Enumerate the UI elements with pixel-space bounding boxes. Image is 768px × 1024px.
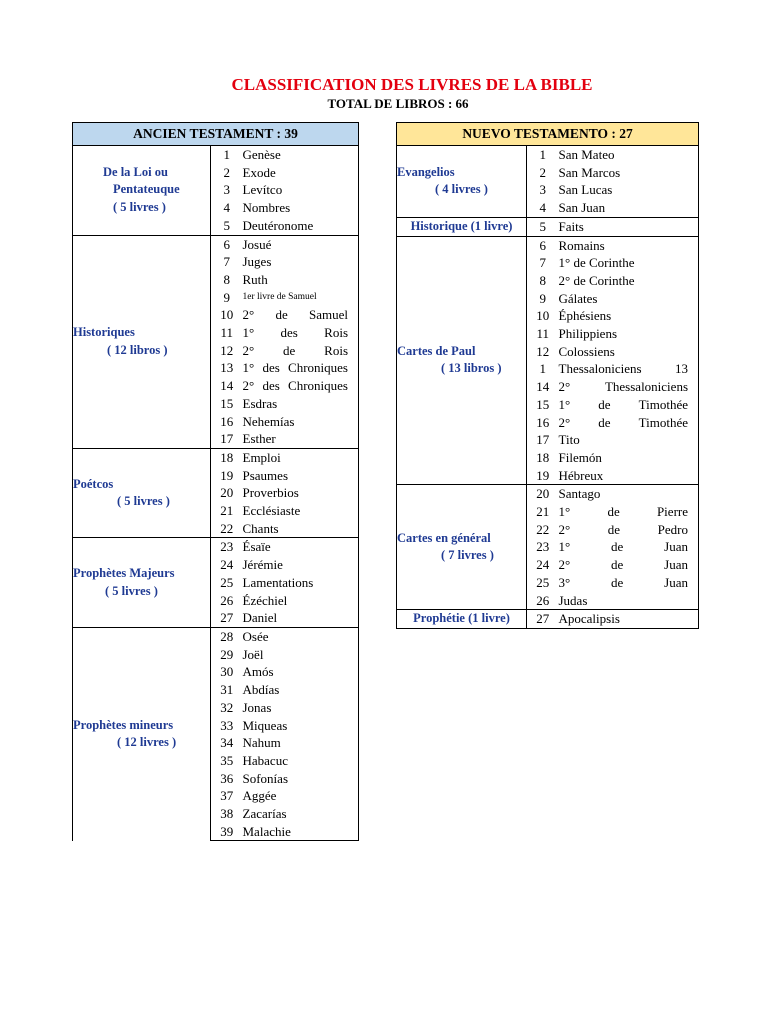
group-label-line: Prophétie (1 livre) bbox=[413, 611, 510, 626]
book-name bbox=[243, 377, 359, 395]
book-number: 30 bbox=[220, 664, 234, 680]
book-number: 1 bbox=[539, 361, 546, 377]
book-number: 20 bbox=[527, 485, 559, 503]
book-number: 2 bbox=[223, 164, 230, 180]
group-label-line: Prophètes Majeurs bbox=[73, 566, 175, 581]
book-name: Lamentations bbox=[243, 574, 359, 592]
book-row bbox=[397, 610, 699, 629]
book-name: Chants bbox=[243, 520, 359, 538]
book-name bbox=[559, 503, 699, 521]
book-name: San Mateo bbox=[559, 146, 699, 164]
book-name-part: Chroniques bbox=[288, 378, 348, 394]
book-name-part: Pedro bbox=[657, 521, 689, 537]
book-number: 1 bbox=[211, 146, 243, 164]
book-number: 10 bbox=[220, 307, 234, 323]
book-number: 4 bbox=[527, 199, 559, 217]
book-name bbox=[559, 360, 699, 378]
book-number: 2 bbox=[539, 164, 546, 180]
book-name-text bbox=[559, 574, 699, 592]
book-name: Nehemías bbox=[243, 413, 359, 431]
book-number: 9 bbox=[223, 289, 230, 305]
old-testament-table bbox=[72, 122, 359, 841]
book-number: 12 bbox=[220, 342, 234, 358]
book-name-text bbox=[243, 342, 359, 360]
book-name: Filemón bbox=[559, 449, 699, 467]
book-number: 8 bbox=[223, 271, 230, 287]
book-name: San Juan bbox=[559, 199, 699, 217]
book-name bbox=[559, 396, 699, 414]
book-number: 6 bbox=[211, 235, 243, 253]
book-name: Faits bbox=[559, 217, 699, 236]
book-name: Emploi bbox=[243, 448, 359, 466]
book-name: Esdras bbox=[243, 395, 359, 413]
book-name-part: 1° bbox=[558, 539, 571, 555]
book-name-part: Rois bbox=[324, 325, 349, 341]
book-name: Psaumes bbox=[243, 467, 359, 485]
book-number: 7 bbox=[539, 255, 546, 271]
book-name: Ésaïe bbox=[243, 538, 359, 556]
book-name: Nombres bbox=[243, 199, 359, 217]
group-label-line: Historiques bbox=[73, 325, 135, 340]
book-name bbox=[243, 342, 359, 360]
book-number: 24 bbox=[220, 557, 234, 573]
book-number: 37 bbox=[220, 788, 234, 804]
book-row bbox=[73, 538, 359, 556]
book-name-part: 2° bbox=[558, 379, 571, 395]
book-name: Habacuc bbox=[243, 752, 359, 770]
book-number: 5 bbox=[211, 217, 243, 235]
book-number: 6 bbox=[527, 236, 559, 254]
book-number: 5 bbox=[527, 217, 559, 236]
group-label bbox=[73, 448, 211, 538]
book-name-part: de bbox=[611, 557, 624, 573]
book-name: 1° de Corinthe bbox=[559, 254, 699, 272]
book-row bbox=[73, 448, 359, 466]
book-name-part: 2° bbox=[242, 342, 255, 358]
group-label-line: ( 12 livres ) bbox=[117, 735, 177, 750]
book-number: 33 bbox=[220, 717, 234, 733]
book-number: 23 bbox=[536, 539, 550, 555]
book-name-part: 2° bbox=[558, 557, 571, 573]
old-testament-header: ANCIEN TESTAMENT : 39 bbox=[73, 123, 359, 146]
book-name: Ecclésiaste bbox=[243, 502, 359, 520]
book-number: 36 bbox=[220, 770, 234, 786]
book-name-part: Rois bbox=[324, 342, 349, 358]
book-name: Daniel bbox=[243, 609, 359, 627]
book-name: Judas bbox=[559, 592, 699, 610]
book-name bbox=[559, 556, 699, 574]
group-label bbox=[397, 217, 527, 236]
book-name-part: Thessaloniciens bbox=[604, 379, 689, 395]
book-name-part: Chroniques bbox=[288, 360, 348, 376]
book-number: 24 bbox=[536, 557, 550, 573]
book-number: 28 bbox=[211, 627, 243, 645]
book-name: Proverbios bbox=[243, 484, 359, 502]
book-number: 21 bbox=[220, 503, 234, 519]
book-name-text bbox=[243, 306, 359, 324]
book-name-part: 2° bbox=[242, 307, 255, 323]
book-name: Exode bbox=[243, 164, 359, 182]
book-name-part: 3° bbox=[558, 574, 571, 590]
book-number: 39 bbox=[211, 823, 243, 841]
book-number: 3 bbox=[539, 182, 546, 198]
book-number: 25 bbox=[220, 574, 234, 590]
book-number: 9 bbox=[539, 290, 546, 306]
book-name: Deutéronome bbox=[243, 217, 359, 235]
book-name-part: de bbox=[598, 396, 611, 412]
book-number: 12 bbox=[536, 343, 550, 359]
book-name: Joël bbox=[243, 646, 359, 664]
book-name-part: de bbox=[275, 307, 288, 323]
book-number: 8 bbox=[539, 272, 546, 288]
book-number: 17 bbox=[211, 430, 243, 448]
book-name-text bbox=[559, 503, 699, 521]
group-label bbox=[397, 236, 527, 485]
group-label bbox=[73, 538, 211, 628]
book-number: 27 bbox=[527, 610, 559, 629]
book-name-part: des bbox=[280, 325, 298, 341]
book-name: San Lucas bbox=[559, 181, 699, 199]
book-name-part: Pierre bbox=[656, 504, 688, 520]
book-number: 38 bbox=[220, 806, 234, 822]
book-name: Aggée bbox=[243, 787, 359, 805]
book-name: Santago bbox=[559, 485, 699, 503]
book-number: 16 bbox=[536, 414, 550, 430]
book-name-part: Samuel bbox=[309, 307, 349, 323]
book-name: Malachie bbox=[243, 823, 359, 841]
book-name-part: Juan bbox=[664, 574, 689, 590]
book-name: Éphésiens bbox=[559, 307, 699, 325]
book-number: 17 bbox=[536, 432, 550, 448]
book-name-part: des bbox=[262, 360, 280, 376]
book-name-part: de bbox=[607, 504, 620, 520]
book-number: 27 bbox=[211, 609, 243, 627]
group-label-line: ( 7 livres ) bbox=[441, 548, 494, 563]
book-name-text bbox=[243, 359, 359, 377]
book-number: 26 bbox=[220, 592, 234, 608]
book-number: 13 bbox=[220, 360, 234, 376]
book-name-text bbox=[559, 396, 699, 414]
book-name: Apocalipsis bbox=[559, 610, 699, 629]
group-label-line: Historique (1 livre) bbox=[410, 218, 513, 233]
book-name: Zacarías bbox=[243, 805, 359, 823]
group-label-line: Poétcos bbox=[73, 476, 114, 491]
book-name-text bbox=[243, 324, 359, 342]
book-name-part: Juan bbox=[664, 539, 689, 555]
book-name: Jérémie bbox=[243, 556, 359, 574]
group-label-line: Cartes en général bbox=[397, 530, 491, 545]
book-number: 18 bbox=[536, 449, 550, 465]
new-testament-table bbox=[396, 122, 699, 629]
group-label-line: Prophètes mineurs bbox=[73, 717, 174, 732]
group-label-line: ( 5 livres ) bbox=[113, 200, 166, 215]
book-name: 2° de Corinthe bbox=[559, 272, 699, 290]
book-number: 31 bbox=[220, 682, 234, 698]
book-name: Josué bbox=[243, 235, 359, 253]
book-name-part: 13 bbox=[675, 361, 689, 377]
book-name: Jonas bbox=[243, 699, 359, 717]
book-name: Osée bbox=[243, 627, 359, 645]
book-number: 29 bbox=[220, 646, 234, 662]
book-number: 19 bbox=[527, 467, 559, 485]
book-number: 1 bbox=[527, 146, 559, 164]
new-testament-header: NUEVO TESTAMENTO : 27 bbox=[397, 123, 699, 146]
group-label bbox=[73, 235, 211, 448]
book-name: Philippiens bbox=[559, 325, 699, 343]
book-row bbox=[397, 146, 699, 164]
book-name-part: Timothée bbox=[638, 396, 688, 412]
book-name: Levítco bbox=[243, 181, 359, 199]
book-name: Hébreux bbox=[559, 467, 699, 485]
book-name-text bbox=[559, 538, 699, 556]
group-label-line: ( 5 livres ) bbox=[117, 494, 170, 509]
group-label-line: Pentateuque bbox=[113, 182, 180, 197]
book-name: Genèse bbox=[243, 146, 359, 164]
book-name bbox=[243, 306, 359, 324]
book-name bbox=[559, 378, 699, 396]
book-name-part: de bbox=[611, 574, 624, 590]
book-name: Romains bbox=[559, 236, 699, 254]
group-label-line: ( 4 livres ) bbox=[435, 182, 488, 197]
book-row bbox=[73, 235, 359, 253]
book-name: Nahum bbox=[243, 734, 359, 752]
book-number: 16 bbox=[220, 413, 234, 429]
book-name-part: Timothée bbox=[638, 414, 688, 430]
book-number: 11 bbox=[220, 325, 234, 341]
book-number: 14 bbox=[536, 379, 550, 395]
book-name-text bbox=[559, 414, 699, 432]
group-label-line: ( 5 livres ) bbox=[105, 583, 158, 598]
book-name-part: Juan bbox=[664, 557, 689, 573]
book-name-part: Thessaloniciens bbox=[558, 361, 642, 377]
book-name bbox=[243, 324, 359, 342]
book-number: 10 bbox=[536, 308, 550, 324]
book-number: 14 bbox=[220, 378, 234, 394]
group-label-line: Cartes de Paul bbox=[397, 343, 476, 358]
book-number: 35 bbox=[220, 752, 234, 768]
book-name-part: 1° bbox=[558, 504, 571, 520]
book-name-part: 1° bbox=[242, 360, 255, 376]
book-name-part: 2° bbox=[558, 414, 571, 430]
book-name bbox=[243, 359, 359, 377]
book-number: 23 bbox=[211, 538, 243, 556]
book-number: 22 bbox=[536, 521, 550, 537]
book-number: 21 bbox=[536, 504, 550, 520]
book-name-part: 1° bbox=[242, 325, 255, 341]
book-name: Esther bbox=[243, 430, 359, 448]
book-name-part: de bbox=[598, 414, 611, 430]
book-name: Colossiens bbox=[559, 343, 699, 361]
book-row bbox=[73, 146, 359, 164]
book-number: 22 bbox=[211, 520, 243, 538]
group-label bbox=[73, 627, 211, 840]
book-number: 26 bbox=[527, 592, 559, 610]
book-number: 11 bbox=[536, 326, 550, 342]
book-name: Gálates bbox=[559, 290, 699, 308]
book-number: 15 bbox=[220, 395, 234, 411]
book-name-part: de bbox=[607, 521, 621, 537]
book-number: 34 bbox=[220, 735, 234, 751]
book-row bbox=[397, 236, 699, 254]
group-label-line: ( 13 libros ) bbox=[441, 361, 502, 376]
book-name: Ézéchiel bbox=[243, 592, 359, 610]
book-number: 4 bbox=[223, 200, 230, 216]
book-name: Amós bbox=[243, 663, 359, 681]
book-row bbox=[397, 217, 699, 236]
page-title: CLASSIFICATION DES LIVRES DE LA BIBLE bbox=[231, 75, 593, 94]
book-name bbox=[559, 538, 699, 556]
book-name: Juges bbox=[243, 253, 359, 271]
book-number: 20 bbox=[220, 485, 234, 501]
group-label bbox=[397, 610, 527, 629]
book-name: 1er livre de Samuel bbox=[243, 289, 359, 307]
book-name-part: 1° bbox=[558, 396, 571, 412]
page-subtitle: TOTAL DE LIBROS : 66 bbox=[327, 96, 469, 111]
book-name-text bbox=[243, 377, 359, 395]
book-number: 7 bbox=[223, 254, 230, 270]
book-name-part: de bbox=[283, 342, 296, 358]
book-name: Miqueas bbox=[243, 717, 359, 735]
book-row bbox=[397, 485, 699, 503]
book-name bbox=[559, 521, 699, 539]
book-name bbox=[559, 414, 699, 432]
book-name: Abdías bbox=[243, 681, 359, 699]
book-number: 3 bbox=[223, 182, 230, 198]
book-row bbox=[73, 627, 359, 645]
book-name-text bbox=[559, 556, 699, 574]
book-name-text bbox=[559, 360, 699, 378]
group-label-line: ( 12 libros ) bbox=[107, 342, 168, 357]
book-name-text bbox=[559, 378, 699, 396]
group-label bbox=[397, 146, 527, 218]
book-number: 18 bbox=[211, 448, 243, 466]
group-label-line: De la Loi ou bbox=[103, 164, 168, 179]
group-label bbox=[73, 146, 211, 236]
group-label-line: Evangelios bbox=[397, 164, 455, 179]
book-name-part: 2° bbox=[242, 378, 255, 394]
book-name: Tito bbox=[559, 431, 699, 449]
book-name: Ruth bbox=[243, 271, 359, 289]
book-number: 32 bbox=[220, 699, 234, 715]
book-number: 19 bbox=[220, 467, 234, 483]
book-name bbox=[559, 574, 699, 592]
book-name: San Marcos bbox=[559, 164, 699, 182]
book-number: 25 bbox=[536, 574, 550, 590]
book-name-part: des bbox=[262, 378, 280, 394]
book-name-text bbox=[559, 521, 699, 539]
book-name-part: de bbox=[611, 539, 624, 555]
book-name: Sofonías bbox=[243, 770, 359, 788]
book-number: 15 bbox=[536, 396, 550, 412]
group-label bbox=[397, 485, 527, 610]
book-name-part: 2° bbox=[558, 521, 571, 537]
